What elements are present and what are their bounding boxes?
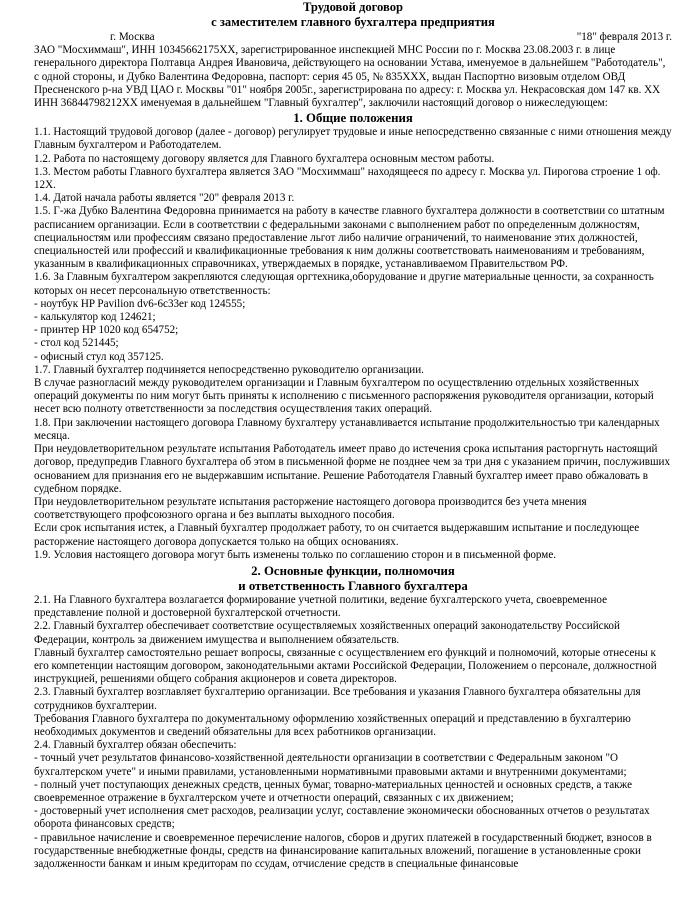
paragraph: 1.8. При заключении настоящего договора Главному бухгалтеру устанавливается испытание продолжительностью три календарных месяца. <box>34 416 660 442</box>
paragraph: 1.2. Работа по настоящему договору является для Главного бухгалтера основным местом работы. <box>34 152 495 165</box>
contract-date: "18" февраля 2013 г. <box>576 31 672 43</box>
paragraph: 1.9. Условия настоящего договора могут быть изменены только по соглашению сторон и в письменной форме. <box>34 548 557 561</box>
paragraph: 2.4. Главный бухгалтер обязан обеспечить: <box>34 739 237 752</box>
section-2-heading-line2: и ответственность Главного бухгалтера <box>238 578 468 593</box>
section-1-heading: 1. Общие положения <box>293 111 413 126</box>
paragraph: 2.2. Главный бухгалтер обеспечивает соответствие осуществляемых хозяйственных операций законодательству Российской Федерации, контроль за движением имущества и выполнением обязательств. <box>34 620 620 646</box>
paragraph: Главный бухгалтер самостоятельно решает вопросы, связанные с осуществлением его функций и полномочий, которые отнесены к его компетенции настоящим договором, законодательными актами Российской Федерации, Положением о персонале, должностной инструкцией, решениями общего собрания акционеров и совета директоров. <box>34 646 657 686</box>
paragraph: 1.3. Местом работы Главного бухгалтера является ЗАО "Мосхиммаш" находящееся по адресу г. Москва ул. Пирогова строение 1 оф. 12Х. <box>34 165 661 192</box>
paragraph: 2.3. Главный бухгалтер возглавляет бухгалтерию организации. Все требования и указания Главного бухгалтера обязательны для сотрудников бухгалтерии. <box>34 686 641 712</box>
paragraph: - достоверный учет исполнения смет расходов, реализации услуг, составление экономически обоснованных отчетов о результатах оборота финансовых средств; <box>34 805 650 831</box>
paragraph: 1.7. Главный бухгалтер подчиняется непосредственно руководителю организации. <box>34 363 424 376</box>
document-subtitle: с заместителем главного бухгалтера предприятия <box>211 15 495 29</box>
paragraph: 1.1. Настоящий трудовой договор (далее - договор) регулирует трудовые и иные непосредственно связанные с ними отношения между Главным бухгалтером и Работодателем. <box>34 126 672 152</box>
paragraph: 1.4. Датой начала работы является "20" февраля 2013 г. <box>34 192 295 205</box>
paragraph: - калькулятор код 124621; <box>34 311 156 324</box>
paragraph: - принтер HP 1020 код 654752; <box>34 324 179 337</box>
place-date-line <box>34 31 672 44</box>
paragraph: Если срок испытания истек, а Главный бухгалтер продолжает работу, то он считается выдержавшим испытание и последующее расторжение настоящего договора допускается только на общих основаниях. <box>34 522 640 548</box>
paragraph: - ноутбук HP Pavilion dv6-6c33er код 124555; <box>34 297 246 310</box>
paragraph: При неудовлетворительном результате испытания Работодатель имеет право до истечения срока испытания расторгнуть настоящий договор, предупредив Главного бухгалтера об этом в письменной форме не позднее чем за три дня с указанием причин, послуживших основанием для признания его не выдержавшим испытание. Решение Работодателя Главный бухгалтер имеет право обжаловать в судебном порядке. <box>34 443 671 495</box>
section-1-body <box>34 126 672 562</box>
paragraph: - полный учет поступающих денежных средств, ценных бумаг, товарно-материальных ценностей и основных средств, а также своевременное отражение в бухгалтерском учете и отчетности операций, связанных с их движением; <box>34 778 632 804</box>
preamble: ЗАО "Мосхиммаш", ИНН 10345662175ХХ, зарегистрированное инспекцией МНС России по г. Москва 23.08.2003 г. в лице генерального директора Полтавца Андрея Ивановича, действующего на основании Устава, именуемое в дальнейшем "Работодатель", с одной стороны, и Дубко Валентина Федоровна, паспорт: серия 45 05, № 835ХХХ, выдан Паспортно визовым отделом ОВД Пресненского р-на УВД ЦАО г. Москвы "01" ноября 2005г., зарегистрирована по адресу: г. Москва ул. Некрасовская дом 147 кв. ХХ ИНН 36844798212ХХ именуемая в дальнейшем "Главный бухгалтер", заключили настоящий договор о нижеследующем: <box>34 44 666 110</box>
paragraph: 1.6. За Главным бухгалтером закрепляются следующая оргтехника,оборудование и другие материальные ценности, за сохранность которых он несет персональную ответственность: <box>34 271 654 297</box>
paragraph: 2.1. На Главного бухгалтера возлагается формирование учетной политики, ведение бухгалтерского учета, своевременное представление полной и достоверной бухгалтерской отчетности. <box>34 593 608 620</box>
document-title: Трудовой договор <box>302 0 404 14</box>
contract-city: г. Москва <box>110 31 155 43</box>
section-2-heading: 2. Основные функции, полномочия <box>251 563 455 578</box>
paragraph: 1.5. Г-жа Дубко Валентина Федоровна принимается на работу в качестве главного бухгалтера должности в соответствии со штатным расписанием организации. Если в соответствии с федеральными законами с выполнением работ по определенным должностям, специальностям или профессиям связано предоставление льгот либо наличие ограничений, то наименование этих должностей, специальностей или профессий и квалификационные требования к ним должны соответствовать наименованиям и требованиям, указанным в квалификационных справочниках, утверждаемых в порядке, устанавливаемом Правительством РФ. <box>34 205 665 271</box>
paragraph: - офисный стул код 357125. <box>34 350 164 363</box>
paragraph: - правильное начисление и своевременное перечисление налогов, сборов и других платежей в государственный бюджет, взносов в государственные внебюджетные фонды, средств на финансирование капитальных вложений, погашение в установленные сроки задолженности банкам и иным кредиторам по ссудам, отчисление средств в специальные финансовые <box>34 831 652 870</box>
section-2-body <box>34 594 672 871</box>
paragraph: Требования Главного бухгалтера по документальному оформлению хозяйственных операций и представлению в бухгалтерию необходимых документов и сведений обязательны для всех работников организации. <box>34 712 631 738</box>
paragraph: В случае разногласий между руководителем организации и Главным бухгалтером по осуществлению отдельных хозяйственных операций документы по ним могут быть приняты к исполнению с письменного распоряжения руководителя организации, который несет всю полноту ответственности за последствия осуществления таких операций. <box>34 377 654 416</box>
paragraph: При неудовлетворительном результате испытания расторжение настоящего договора производится без учета мнения соответствующего профсоюзного органа и без выплаты выходного пособия. <box>34 495 587 522</box>
paragraph: - стол код 521445; <box>34 337 119 350</box>
paragraph: - точный учет результатов финансово-хозяйственной деятельности организации в соответствии с Федеральным законом "О бухгалтерском учете" и иными правилами, установленными нормативными правовыми актами и внутренними документами; <box>34 752 627 778</box>
